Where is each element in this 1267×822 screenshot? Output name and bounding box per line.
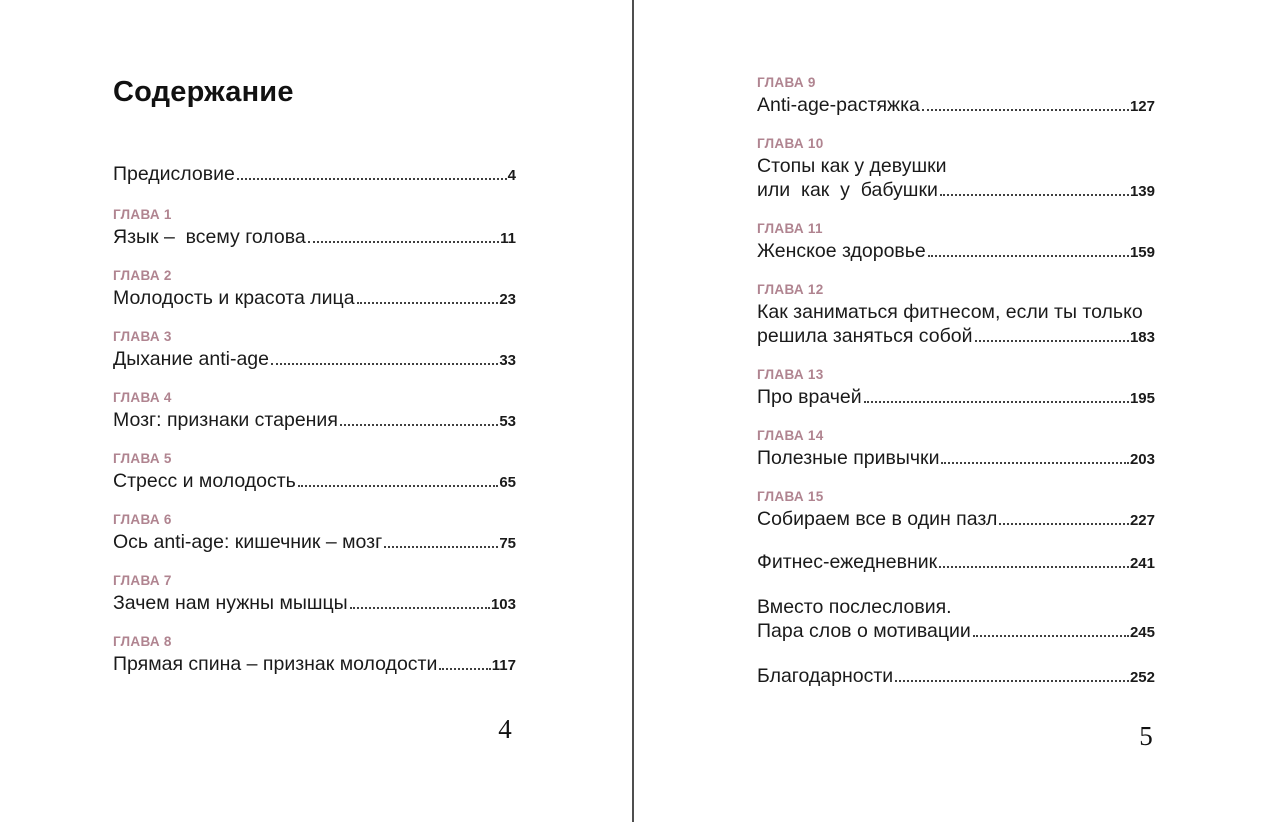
toc-entry [113,268,516,312]
chapter-label: ГЛАВА 12 [757,282,824,297]
toc-line [757,385,1155,411]
dot-leader [975,340,1129,342]
toc-page-number: 75 [499,535,516,552]
toc-page-number: 4 [507,167,516,184]
dot-leader [237,178,507,180]
dot-leader [941,462,1128,464]
dot-leader [928,255,1129,257]
toc-entry [757,595,1155,645]
toc-page-number: 103 [490,596,516,613]
dot-leader [999,523,1129,525]
toc-line [757,595,1155,619]
toc-entry [113,390,516,434]
toc-entry [757,282,1155,350]
toc-page-number: 195 [1129,390,1155,407]
dot-leader [271,363,498,365]
toc-entry-title: Прямая спина – признак молодости [113,653,438,675]
page-right [757,75,1155,709]
chapter-label: ГЛАВА 3 [113,329,172,344]
toc-line [113,469,516,495]
folio-left: 4 [498,714,512,744]
toc-entries-right [757,75,1155,690]
toc-line [113,652,516,678]
dot-leader [340,424,498,426]
toc-page-number: 227 [1129,512,1155,529]
toc-entry [757,367,1155,411]
chapter-label: ГЛАВА 9 [757,75,816,90]
toc-line [113,225,516,251]
toc-entry [113,451,516,495]
chapter-label: ГЛАВА 14 [757,428,824,443]
toc-line [757,154,1155,178]
dot-leader [922,109,1129,111]
chapter-label: ГЛАВА 8 [113,634,172,649]
toc-page-number: 33 [499,352,516,369]
dot-leader [298,485,498,487]
chapter-label: ГЛАВА 5 [113,451,172,466]
chapter-label: ГЛАВА 1 [113,207,172,222]
toc-entry [113,207,516,251]
toc-entry-title: Молодость и красота лица [113,287,355,309]
toc-entry-title: Предисловие [113,163,235,185]
toc-line [113,347,516,373]
toc-page-number: 117 [491,657,516,674]
dot-leader [939,566,1129,568]
toc-line [757,300,1155,324]
toc-entry-title: Дыхание anti-age [113,348,269,370]
toc-page-number: 183 [1129,329,1155,346]
toc-entry-title: решила заняться собой [757,325,973,347]
folio-right: 5 [1139,721,1153,751]
page-divider [632,0,634,822]
toc-entry-title: Женское здоровье [757,240,926,262]
chapter-label: ГЛАВА 6 [113,512,172,527]
chapter-label: ГЛАВА 11 [757,221,823,236]
toc-page-number: 53 [499,413,516,430]
toc-entry-title: или как у бабушки [757,179,938,201]
toc-entry [757,221,1155,265]
toc-page-number: 245 [1129,624,1155,641]
toc-entry-title: Пара слов о мотивации [757,620,971,642]
toc-entry [757,136,1155,204]
toc-entry [113,634,516,678]
toc-entry [113,329,516,373]
toc-entry-title: Полезные привычки [757,447,940,469]
toc-line [113,286,516,312]
chapter-label: ГЛАВА 15 [757,489,824,504]
toc-line [757,239,1155,265]
toc-entry-title: Благодарности [757,665,894,687]
chapter-label: ГЛАВА 10 [757,136,824,151]
dot-leader [357,302,499,304]
toc-line [113,530,516,556]
toc-page-number: 139 [1129,183,1155,200]
toc-line [757,446,1155,472]
chapter-label: ГЛАВА 2 [113,268,172,283]
toc-entry-title: Как заниматься фитнесом, если ты только [757,301,1143,323]
toc-entry-title: Собираем все в один пазл [757,508,998,530]
toc-entry-title: Ось anti-age: кишечник – мозг [113,531,383,553]
page-title: Содержание [113,76,294,108]
toc-entry [113,512,516,556]
dot-leader [350,607,490,609]
toc-entry [113,573,516,617]
toc-page-number: 203 [1129,451,1155,468]
toc-page-number: 65 [499,474,516,491]
toc-entry [757,489,1155,533]
toc-line [757,664,1155,690]
toc-entry [757,75,1155,119]
dot-leader [384,546,498,548]
toc-page-number: 11 [500,230,516,247]
toc-line [757,619,1155,645]
toc-page-number: 127 [1129,98,1155,115]
toc-line [113,408,516,434]
dot-leader [895,680,1129,682]
toc-line [113,591,516,617]
toc-entry-title: Про врачей [757,386,862,408]
toc-entry-title: Язык – всему голова [113,226,306,248]
toc-entry [757,428,1155,472]
page-left [113,76,516,695]
chapter-label: ГЛАВА 13 [757,367,824,382]
dot-leader [940,194,1129,196]
toc-entry-title: Мозг: признаки старения [113,409,338,431]
toc-line [113,162,516,188]
toc-entry-title: Стопы как у девушки [757,155,947,177]
toc-page-number: 159 [1129,244,1155,261]
toc-entry-title: Фитнес-ежедневник [757,551,938,573]
dot-leader [308,241,499,243]
toc-entry [757,664,1155,690]
dot-leader [864,401,1129,403]
toc-page-number: 241 [1129,555,1155,572]
toc-line [757,550,1155,576]
toc-entry-title: Зачем нам нужны мышцы [113,592,348,614]
dot-leader [439,668,490,670]
toc-entry-title: Стресс и молодость [113,470,296,492]
chapter-label: ГЛАВА 7 [113,573,172,588]
chapter-label: ГЛАВА 4 [113,390,172,405]
dot-leader [973,635,1129,637]
toc-entry [113,162,516,188]
toc-entry [757,550,1155,576]
toc-line [757,324,1155,350]
toc-entry-title: Вместо послесловия. [757,596,952,618]
toc-line [757,507,1155,533]
toc-entry-title: Anti-age-растяжка [757,94,920,116]
toc-entries-left [113,162,516,678]
toc-page-number: 252 [1129,669,1155,686]
toc-page-number: 23 [499,291,516,308]
toc-line [757,93,1155,119]
toc-line [757,178,1155,204]
